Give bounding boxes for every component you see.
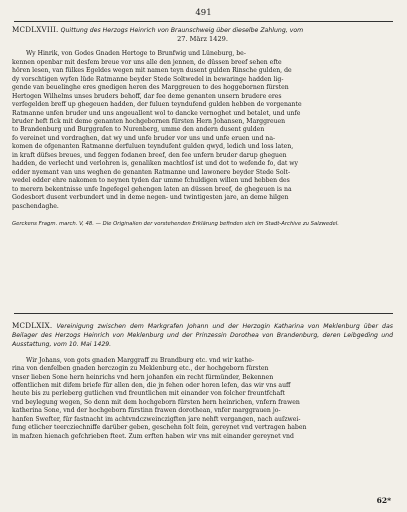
text-line: rina von denfelben gnaden herczogin zu Meklenburg etc., der hochgeborn fürsten	[12, 365, 269, 373]
text-line: dy vorschtigen wyfen lüde Ratmanne beyder Stede Soltwedel in bewaringe hadden lig-	[12, 75, 284, 83]
text-line: fo vereinet und vordraghen, dat wy und unfe bruder vor uns und unfe eruen und na-	[12, 134, 276, 142]
section-2	[12, 322, 393, 441]
text-line: katherina Sone, vnd der hochgeborn fürstinn frawen dorothean, vnfer marggrauen jo-	[12, 407, 281, 415]
text-line: offentlichen mit difem briefe für allen den, die jn fehen oder horen lefen, das wir vns auff	[12, 381, 291, 389]
text-line: Wy Hinrik, von Godes Gnaden Hertoge to Brunfwig und Lüneburg, be-	[26, 50, 246, 58]
text-line: Ratmanne unfen bruder und uns angeuallent wol to dancke vernoghet und betalet, und unfe	[12, 109, 301, 117]
section-2-heading	[12, 322, 393, 350]
text-line: bruder heft fick mit deme genanten hochgebornen fürsten Hern Johansen, Marggreuen	[12, 118, 286, 126]
section-2-title: Vereinigung zwischen dem Markgrafen Johann und der Herzogin Katharina von Meklenburg über das Beilager des Herzogs Heinrich von Meklenburg und der Prinzessin Dorothea von Brandenburg, deren Leibgeding und Ausstattung, vom 10. Mai 1429.	[12, 323, 393, 349]
text-line: vnd beylegung wegen, So denn mit dem hochgeborn fürsten hern heinrichen, vnfern frawen	[12, 398, 300, 406]
text-line: Wir Johans, von gots gnaden Marggraff zu Brandburg etc. vnd wir kathe-	[26, 356, 254, 364]
text-line: vnser lieben Sone hern heinrichs vnd hern johanfen ein recht fürmünder, Bekennen	[12, 373, 274, 381]
header-rule	[14, 21, 393, 22]
text-line: heute bis zu perleberg gutlichen vnd freuntlichen mit einander von folcher freuntfchaft	[12, 390, 285, 398]
text-line: fung etlicher teercziechniffe darüber geben, geschehn folt fein, gereynet vnd vertragen haben	[12, 424, 307, 432]
text-line: in kraft düfses breues, und feggen fodanen breef, den fee unfern bruder darup gheguen	[12, 151, 287, 159]
text-line: hadden, de verlecht und verlohren is, genaliken machtlosf ist und dot to wefende fo, dat wy	[12, 160, 299, 168]
text-line: hören lesen, van fülkes Egeldes wegen mit namen teyn dusent gulden Rinsche gulden, de	[12, 67, 292, 75]
text-line: in mafzen hienach gefchrieben fteet. Zum erften haben wir vns mit einander gereynet vnd	[12, 432, 294, 440]
section-1-number: MCDLXVIII.	[12, 25, 59, 34]
text-line: Hertogen Wilhelms unses bruders behoff, dar fee deme genanten unsern brudere eres	[12, 92, 282, 100]
text-line: to Brandenburg und Burggrafen to Nurenberg, umme den andern dusent gulden	[12, 126, 265, 134]
text-line: hanfen Swefter, für fastnacht im achtvndczweinczigften jare nehft vergangen, nach auſzwei-	[12, 415, 301, 423]
text-line: verfegelden breff up ghegeuen hadden, der fuluen teyndufend gulden hebben de vorgenante	[12, 101, 302, 109]
text-line: to merern bekentnisse unfe Ingefegel gehengen laten an düssen breef, de ghegeuen is na	[12, 185, 292, 193]
section-1-heading	[12, 26, 393, 43]
section-2-body	[12, 357, 393, 442]
section-1-title: Quittung des Herzogs Heinrich von Braunschweig über dieselbe Zahlung, vom	[60, 27, 304, 34]
section-divider	[14, 313, 393, 314]
section-1-source-note: Gerckens Fragm. march. V, 48. — Die Originalien der vorstehenden Erklärung befinden sich im Stadt-Archive zu Salzwedel.	[12, 221, 339, 228]
section-1	[12, 26, 393, 228]
text-line: kennen openbar mit desfem breue vor uns alle den jennen, de düssen breef sehen efte	[12, 58, 282, 66]
text-line: wedel edder ehre nakomen to neynen tyden dar umme fchuldigen willen und hebben des	[12, 177, 290, 185]
text-line: gende van beuelinghe eres gnedigen heren des Marggreuen to des hoggebornen fürsten	[12, 84, 289, 92]
page-number: 491	[195, 8, 212, 18]
section-1-body	[12, 50, 393, 211]
section-2-number: MCDLXIX.	[12, 321, 53, 330]
text-line: edder nyemant van uns weghen de genanten Ratmanne und lawonere beyder Stede Solt-	[12, 168, 291, 176]
text-line: Godesbort dusent verbundert und in deme negen- und twintigesten jare, an deme hilgen	[12, 194, 289, 202]
text-line: paschendaghe.	[12, 202, 59, 210]
signature-mark: 62*	[376, 496, 391, 505]
text-line: komen de ofgenanten Ratmanne derfuluen teyndufent gulden qwyd, ledich und loss laten,	[12, 143, 294, 151]
section-1-date: 27. März 1429.	[177, 35, 228, 44]
